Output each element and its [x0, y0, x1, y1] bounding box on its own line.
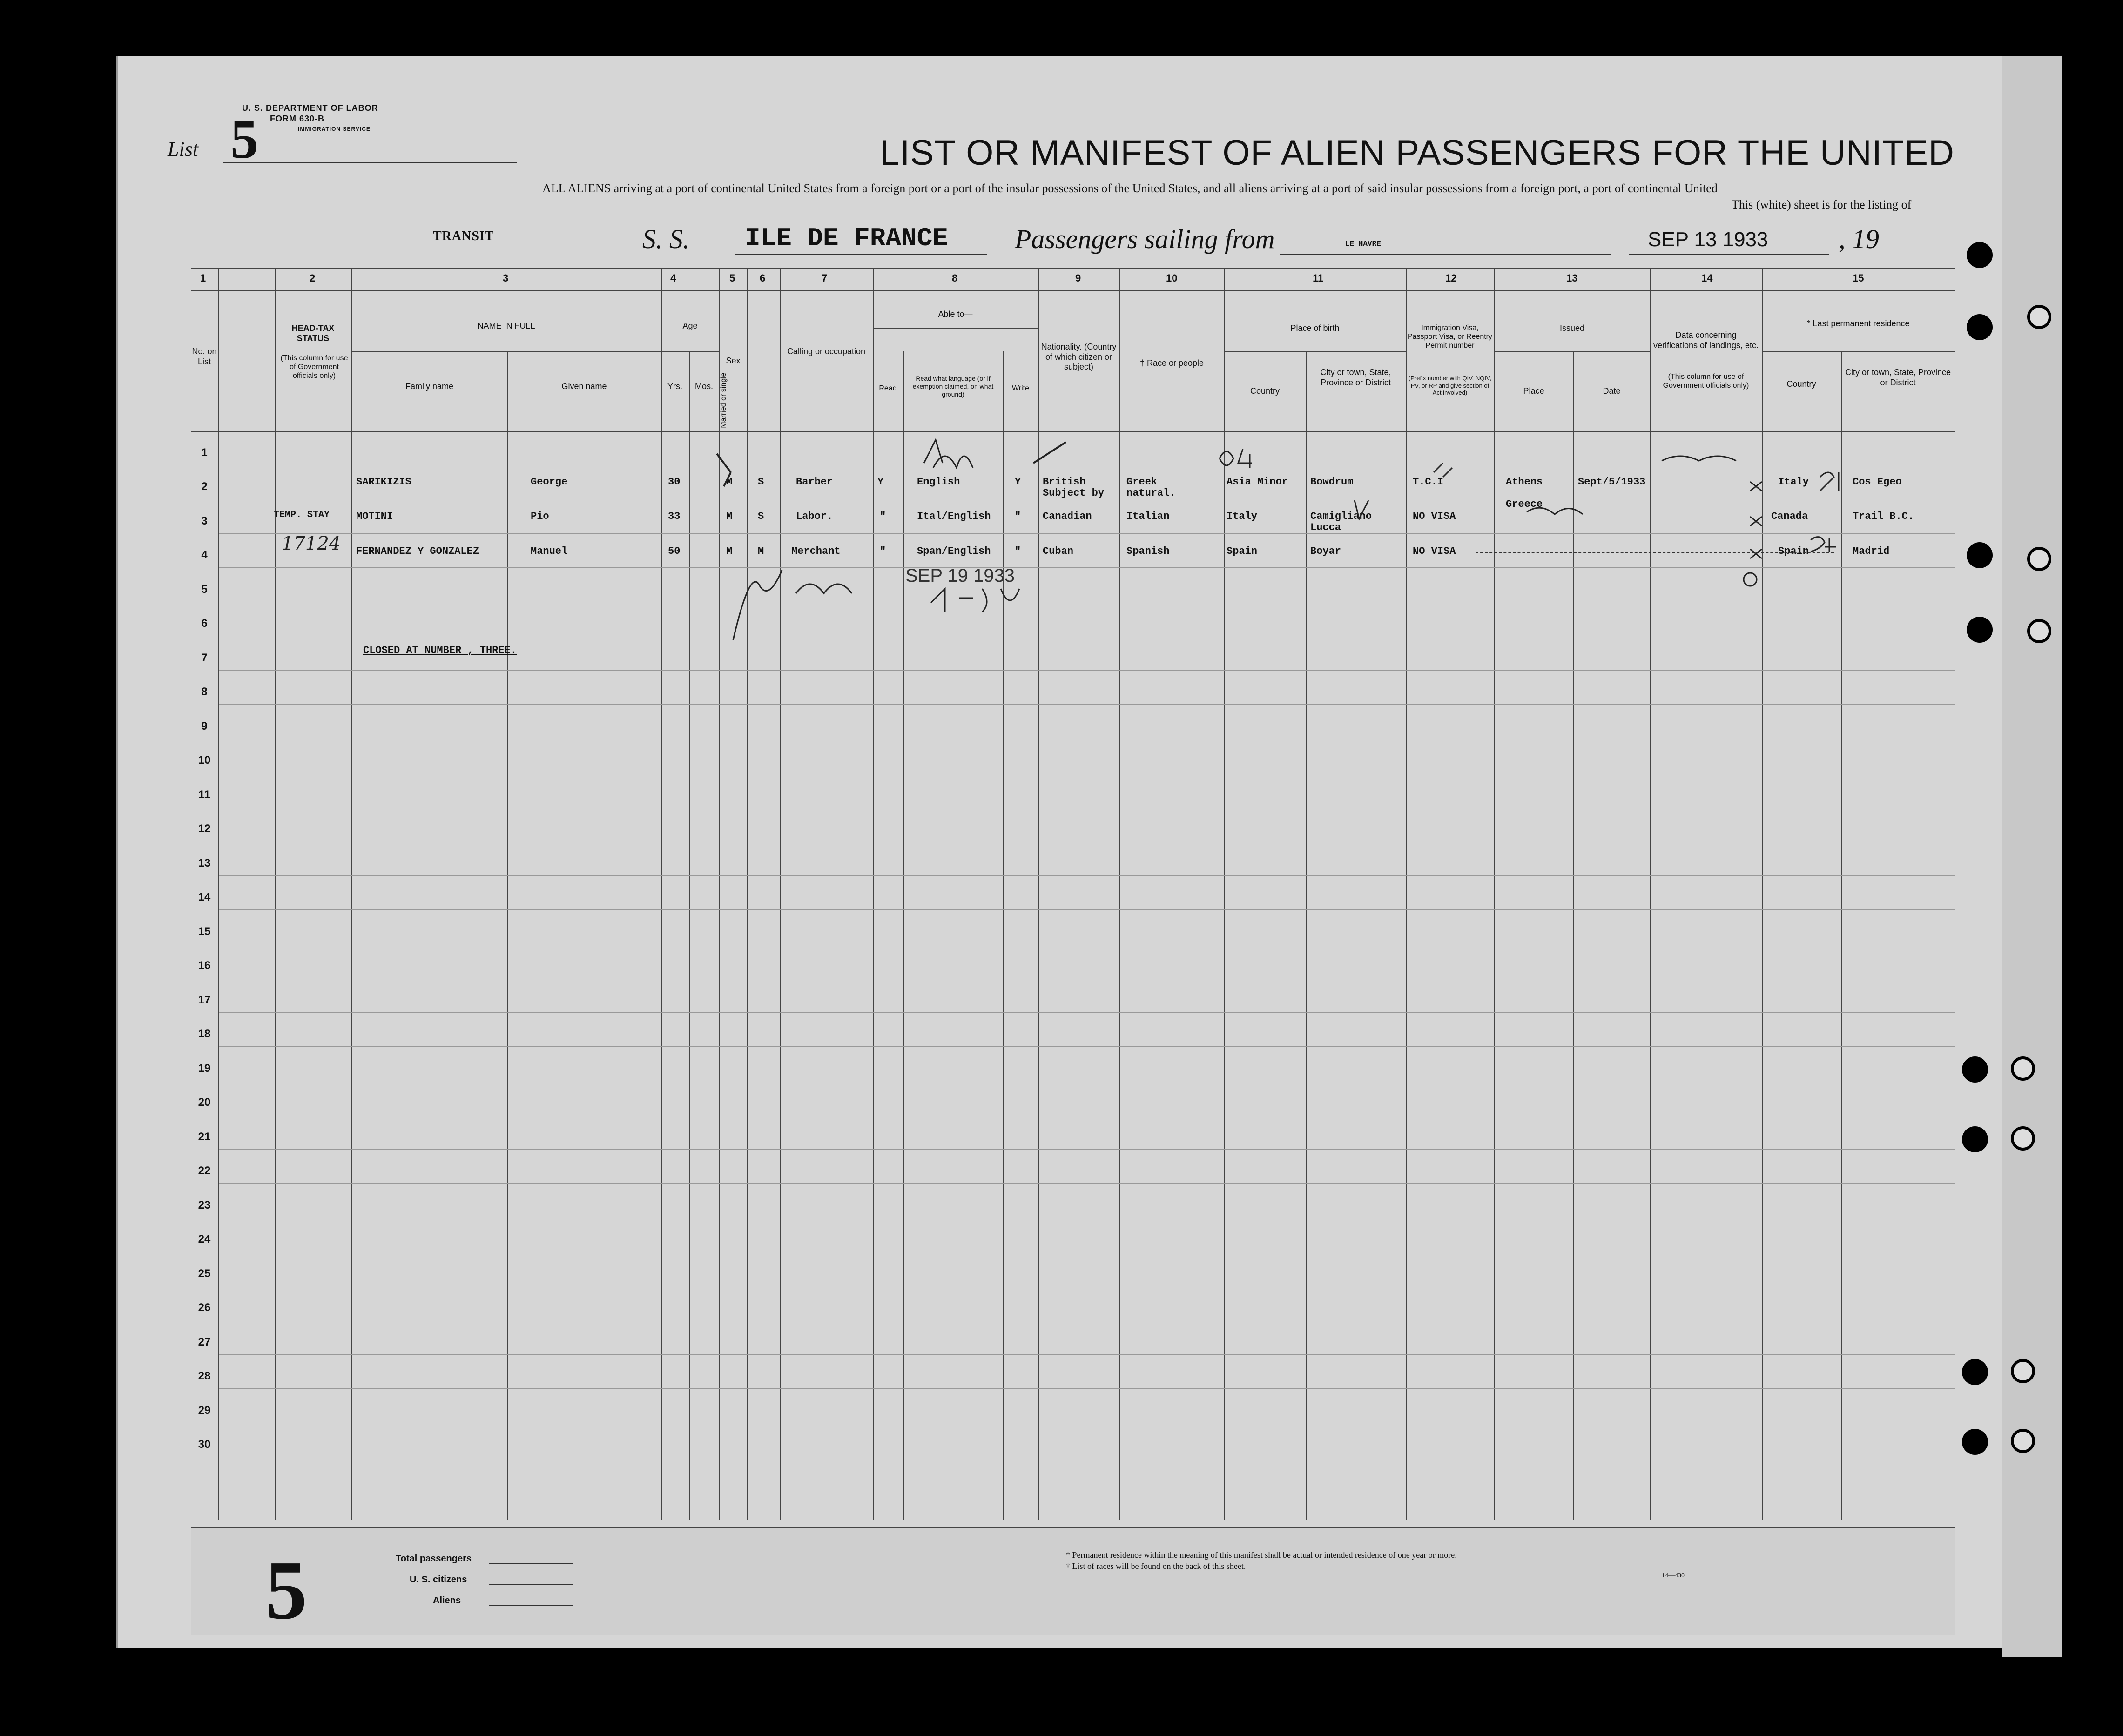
col-head-issued: Issued — [1559, 323, 1585, 333]
us-citizens-label: U. S. citizens — [410, 1575, 467, 1585]
row2-read: " — [880, 511, 886, 522]
col-head-able: Able to— — [938, 310, 973, 319]
row-number: 18 — [198, 1028, 211, 1040]
row-number: 6 — [201, 617, 208, 630]
binder-hole-icon — [1967, 542, 1993, 568]
col-num: 2 — [310, 272, 316, 284]
manifest-table — [191, 268, 1955, 1524]
row1-issued-date: Sept/5/1933 — [1578, 476, 1646, 488]
col-head-visa: Immigration Visa, Passport Visa, or Reentry Permit number — [1407, 324, 1492, 350]
row2-visa: NO VISA — [1413, 511, 1456, 522]
aliens-line — [489, 1605, 573, 1606]
binder-ring-icon — [2011, 1056, 2035, 1081]
col-head-no: No. on List — [192, 347, 217, 366]
row-number: 11 — [198, 788, 210, 801]
row-number: 9 — [201, 720, 208, 733]
col-head-occupation: Calling or occupation — [787, 347, 866, 356]
col-head-sex: Sex — [726, 356, 741, 365]
row1-language: English — [917, 476, 960, 488]
date-stamp: SEP 19 1933 — [905, 565, 1015, 586]
row3-occupation: Merchant — [791, 545, 841, 557]
row-number: 29 — [198, 1404, 211, 1417]
col-num: 11 — [1313, 272, 1324, 284]
row-rule — [219, 1046, 1955, 1047]
row1-res-city: Cos Egeo — [1853, 476, 1902, 488]
row-number: 16 — [198, 959, 211, 972]
closed-note: CLOSED AT NUMBER , THREE. — [363, 645, 517, 656]
row-rule — [219, 1183, 1955, 1184]
col-head-mos: Mos. — [694, 382, 713, 391]
binder-ring-icon — [2027, 619, 2051, 643]
row1-race: Greek — [1126, 476, 1158, 488]
row-rule — [219, 1149, 1955, 1150]
col-head-issued-place: Place — [1523, 386, 1544, 396]
row1-visa: T.C.I — [1413, 476, 1444, 488]
row-number: 4 — [201, 549, 208, 561]
row-number: 28 — [198, 1370, 211, 1382]
row-number: 24 — [198, 1233, 211, 1245]
col-num: 9 — [1075, 272, 1081, 284]
row2-res-city: Trail B.C. — [1853, 511, 1914, 522]
row1-family: SARIKIZIS — [356, 476, 411, 488]
row2-marital: S — [758, 511, 764, 522]
binder-hole-icon — [1962, 1126, 1988, 1152]
form-code: FORM 630-B — [270, 114, 325, 123]
row-number: 10 — [198, 754, 211, 767]
binder-ring-icon — [2011, 1359, 2035, 1383]
row1-issued-place: Athens — [1506, 476, 1543, 488]
footer-sheet-number: 5 — [265, 1544, 307, 1636]
row-number: 22 — [198, 1164, 211, 1177]
year-label: , 19 — [1839, 224, 1879, 254]
row2-yrs: 33 — [668, 511, 681, 522]
row2-res-country: Canada — [1771, 511, 1808, 522]
col-num: 7 — [822, 272, 828, 284]
col-head-headtax-note: (This column for use of Government officials only) — [280, 354, 348, 380]
col-num: 5 — [729, 272, 735, 284]
total-passengers-line — [489, 1563, 573, 1564]
row-number: 13 — [198, 856, 211, 869]
manifest-footer — [191, 1527, 1955, 1635]
col-head-issued-date: Date — [1603, 386, 1621, 396]
row1-yrs: 30 — [668, 476, 681, 488]
row-rule — [219, 1388, 1955, 1389]
binder-ring-icon — [2027, 547, 2051, 571]
row3-res-city: Madrid — [1853, 545, 1890, 557]
row-number: 12 — [198, 822, 211, 835]
col-head-family: Family name — [405, 382, 454, 391]
handwriting-layer — [191, 268, 1955, 733]
date-underline — [1629, 254, 1829, 255]
row-number: 8 — [201, 686, 208, 698]
col-head-nationality: Nationality. (Country of which citizen or subject) — [1041, 342, 1117, 372]
col-num: 6 — [760, 272, 766, 284]
binder-ring-icon — [2011, 1126, 2035, 1151]
col-head-verification: Data concerning verifications of landings, etc. — [1653, 330, 1759, 350]
handwritten-number-icon — [1355, 500, 1368, 519]
col-head-residence: * Last permanent residence — [1807, 319, 1910, 328]
row-number: 27 — [198, 1335, 211, 1348]
row3-birth-country: Spain — [1227, 545, 1258, 557]
page-title: LIST OR MANIFEST OF ALIEN PASSENGERS FOR THE UNITED — [880, 133, 1955, 173]
row2-family: MOTINI — [356, 511, 393, 522]
handwritten-fraction-icon — [1434, 463, 1452, 477]
row1-occupation: Barber — [796, 476, 833, 488]
handwritten-note-icon — [924, 440, 973, 468]
sailing-date: SEP 13 1933 — [1648, 228, 1768, 251]
row2-occupation: Labor. — [796, 511, 833, 522]
row3-marital: M — [758, 545, 764, 557]
row-number: 25 — [198, 1267, 211, 1280]
col-num: 12 — [1445, 272, 1457, 284]
circled-mark-icon — [1744, 573, 1757, 586]
row-number: 3 — [201, 514, 208, 527]
row2-language: Ital/English — [917, 511, 991, 522]
next-sheet-edge — [2002, 56, 2062, 1657]
handwritten-note-icon — [931, 589, 1019, 612]
row-number: 30 — [198, 1438, 211, 1451]
row3-language: Span/English — [917, 545, 991, 557]
form-code-footer: 14—430 — [1662, 1572, 1685, 1579]
handwritten-note-icon — [1527, 508, 1583, 514]
row2-birth-city-2: Lucca — [1310, 522, 1341, 533]
department-label: U. S. DEPARTMENT OF LABOR — [242, 103, 378, 113]
binder-hole-icon — [1967, 617, 1993, 643]
col-head-headtax: HEAD-TAX STATUS — [291, 323, 335, 343]
row-rule — [219, 1012, 1955, 1013]
row-number: 26 — [198, 1301, 211, 1314]
transit-label: TRANSIT — [433, 229, 494, 243]
row1-marital: S — [758, 476, 764, 488]
col-head-given: Given name — [561, 382, 607, 391]
sailing-label: Passengers sailing from — [1015, 224, 1275, 254]
row1-birth-city: Bowdrum — [1310, 476, 1354, 488]
row2-birth-city: Camigliano — [1310, 511, 1372, 522]
row1-given: George — [531, 476, 568, 488]
col-num: 1 — [200, 272, 206, 284]
binder-hole-icon — [1962, 1429, 1988, 1455]
footnote-residence: * Permanent residence within the meaning of this manifest shall be actual or intended residence of one year or more. — [1066, 1550, 1457, 1560]
ship-underline — [735, 254, 987, 255]
row-rule — [219, 875, 1955, 876]
row-rule — [219, 909, 1955, 910]
row-number: 19 — [198, 1062, 211, 1075]
row2-given: Pio — [531, 511, 549, 522]
row3-birth-city: Boyar — [1310, 545, 1341, 557]
handwritten-number-icon — [1820, 472, 1839, 491]
binder-hole-icon — [1962, 1056, 1988, 1083]
row1-birth-country: Asia Minor — [1227, 476, 1288, 488]
list-underline — [223, 162, 517, 163]
col-head-visa-note: (Prefix number with QIV, NQIV, PV, or RP and give section of Act involved) — [1408, 375, 1492, 397]
col-head-birth-country: Country — [1250, 386, 1280, 396]
col-head-language: Read what language (or if exemption claimed, on what ground) — [912, 375, 994, 398]
row-number: 21 — [198, 1130, 211, 1143]
row-number: 15 — [198, 925, 211, 938]
row-number: 1 — [201, 446, 208, 459]
row3-write: " — [1015, 545, 1021, 557]
row3-given: Manuel — [531, 545, 568, 557]
col-head-yrs: Yrs. — [667, 382, 682, 391]
handwritten-number-icon — [1220, 449, 1252, 468]
col-head-verification-note: (This column for use of Government officials only) — [1663, 373, 1749, 390]
checkmark-icon — [717, 454, 731, 486]
col-head-write: Write — [1011, 384, 1030, 392]
slash-mark-icon — [1033, 442, 1066, 463]
col-num: 3 — [503, 272, 509, 284]
col-head-age: Age — [682, 321, 698, 330]
col-num: 8 — [952, 272, 958, 284]
binder-hole-icon — [1962, 1359, 1988, 1385]
col-head-birth-city: City or town, State, Province or District — [1320, 368, 1391, 387]
col-head-res-city: City or town, State, Province or District — [1845, 368, 1951, 387]
row-number: 17 — [198, 993, 211, 1006]
handwritten-number-icon — [1662, 456, 1736, 461]
row3-family: FERNANDEZ Y GONZALEZ — [356, 545, 479, 557]
row3-sex: M — [726, 545, 733, 557]
row2-sex: M — [726, 511, 733, 522]
col-head-res-country: Country — [1786, 379, 1816, 389]
row1-sex: M — [726, 476, 733, 488]
row-number: 20 — [198, 1096, 211, 1109]
handwritten-number-icon — [1811, 537, 1836, 552]
col-head-birth: Place of birth — [1290, 323, 1340, 333]
row3-nationality: Cuban — [1043, 545, 1074, 557]
list-number: 5 — [230, 108, 258, 170]
service-label: IMMIGRATION SERVICE — [298, 126, 371, 132]
ss-label: S. S. — [642, 224, 690, 254]
col-num: 10 — [1166, 272, 1178, 284]
row-number: 7 — [201, 651, 208, 664]
aliens-label: Aliens — [433, 1595, 461, 1606]
row3-yrs: 50 — [668, 545, 681, 557]
row1-res-country: Italy — [1778, 476, 1809, 488]
row-number: 2 — [201, 480, 208, 493]
row1-read: Y — [877, 476, 884, 488]
row2-headtax: TEMP. STAY — [274, 510, 330, 520]
row2-issued-place: Greece — [1506, 498, 1543, 510]
row-number: 23 — [198, 1198, 211, 1211]
signature-icon — [733, 570, 852, 640]
total-passengers-label: Total passengers — [396, 1554, 472, 1564]
row-number: 14 — [198, 891, 211, 903]
footnote-races: † List of races will be found on the back of this sheet. — [1066, 1561, 1246, 1571]
row1-nationality-2: Subject by — [1043, 487, 1105, 499]
row1-nationality: British — [1043, 476, 1086, 488]
x-mark-icon — [1750, 482, 1762, 558]
ship-name: ILE DE FRANCE — [745, 223, 948, 253]
binder-ring-icon — [2027, 305, 2051, 329]
row1-write: Y — [1015, 476, 1021, 488]
row2-birth-country: Italy — [1227, 511, 1258, 522]
row3-race: Spanish — [1126, 545, 1170, 557]
row-number: 5 — [201, 583, 208, 596]
row2-write: " — [1015, 511, 1021, 522]
port-name: LE HAVRE — [1345, 240, 1381, 248]
page-subtitle-2: This (white) sheet is for the listing of — [1732, 198, 1912, 211]
binder-ring-icon — [2011, 1429, 2035, 1453]
port-underline — [1280, 254, 1611, 255]
page-subtitle: ALL ALIENS arriving at a port of continental United States from a foreign port or a port of the insular possessions of the United States, and all aliens arriving at a port of said insular possessions from a foreign port, a port of continental United — [542, 182, 1718, 195]
us-citizens-line — [489, 1584, 573, 1585]
row2-nationality: Canadian — [1043, 511, 1092, 522]
col-head-read: Read — [879, 384, 897, 392]
row-rule — [219, 1354, 1955, 1355]
col-head-race: † Race or people — [1139, 358, 1204, 368]
list-label: List — [168, 138, 199, 161]
row3-res-country: Spain — [1778, 545, 1809, 557]
row2-race: Italian — [1126, 511, 1170, 522]
col-num: 14 — [1701, 272, 1713, 284]
row3-read: " — [880, 545, 886, 557]
row3-visa: NO VISA — [1413, 545, 1456, 557]
binder-hole-icon — [1967, 242, 1993, 268]
col-head-name: NAME IN FULL — [477, 321, 535, 330]
row3-headtax: 17124 — [282, 533, 341, 554]
binder-hole-icon — [1967, 314, 1993, 340]
col-num: 13 — [1566, 272, 1578, 284]
row1-race-2: natural. — [1126, 487, 1176, 499]
col-num: 15 — [1853, 272, 1864, 284]
col-num: 4 — [670, 272, 676, 284]
col-head-married: Married or single — [720, 372, 728, 428]
